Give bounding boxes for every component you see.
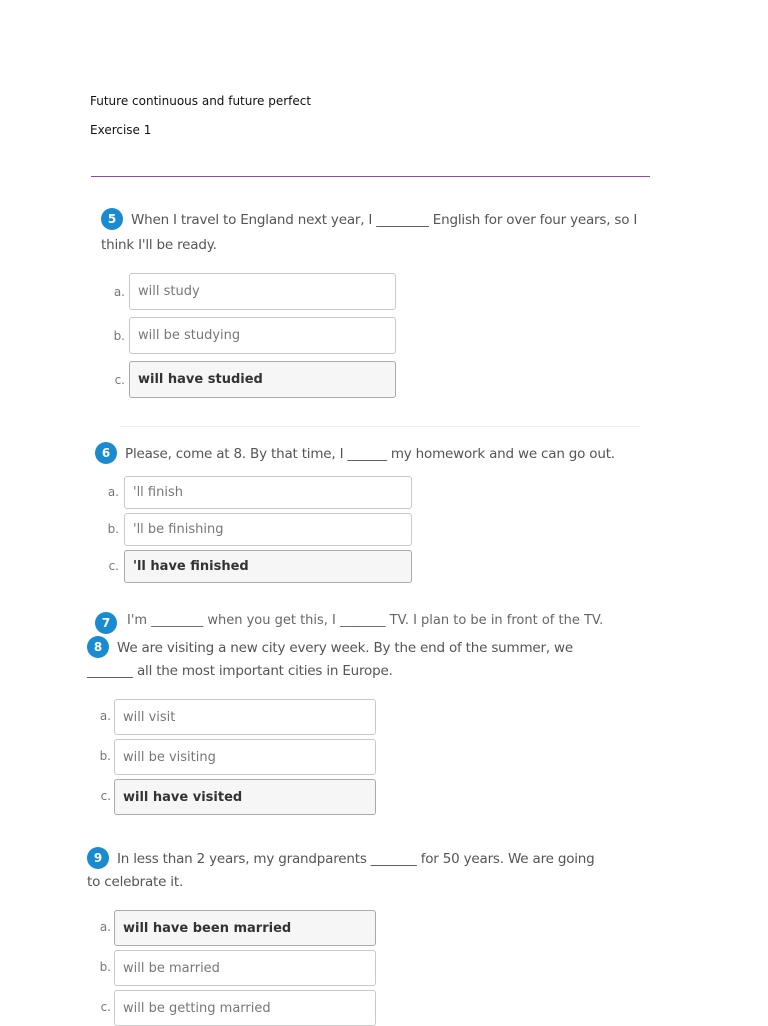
answer-option[interactable] xyxy=(95,513,655,546)
option-letter: b. xyxy=(99,749,111,763)
answer-option[interactable] xyxy=(87,739,607,775)
option-letter: c. xyxy=(114,373,125,387)
question-number-badge: 9 xyxy=(87,847,109,869)
answer-option[interactable] xyxy=(101,317,641,357)
question-prompt: Please, come at 8. By that time, I ______ my homework and we can go out. xyxy=(125,446,615,462)
option-letter: b. xyxy=(107,522,119,536)
option-box[interactable]: will be studying xyxy=(129,317,396,354)
answer-option[interactable] xyxy=(87,699,607,735)
option-box[interactable]: will be getting married xyxy=(114,990,376,1026)
option-box[interactable]: will visit xyxy=(114,699,376,735)
option-letter: c. xyxy=(108,559,119,573)
question-text xyxy=(87,847,607,894)
question-9 xyxy=(87,847,607,1026)
question-number-badge: 5 xyxy=(101,208,123,230)
option-letter: c. xyxy=(100,789,111,803)
option-box[interactable]: 'll be finishing xyxy=(124,513,412,546)
question-7-clipped xyxy=(95,612,655,630)
question-text xyxy=(101,208,641,258)
option-box[interactable]: will have visited xyxy=(114,779,376,815)
option-letter: a. xyxy=(99,709,111,723)
answer-option[interactable] xyxy=(87,950,607,986)
option-box[interactable]: will have studied xyxy=(129,361,396,398)
option-letter: a. xyxy=(113,285,125,299)
answer-option-selected[interactable] xyxy=(87,910,607,946)
exercise-heading: Exercise 1 xyxy=(90,123,152,137)
question-text xyxy=(87,636,607,683)
answer-option[interactable] xyxy=(87,990,607,1026)
section-separator xyxy=(120,426,640,427)
option-letter: a. xyxy=(99,920,111,934)
option-box[interactable]: will have been married xyxy=(114,910,376,946)
question-number-badge: 8 xyxy=(87,636,109,658)
question-prompt: When I travel to England next year, I ________ English for over four years, so I think I'll be ready. xyxy=(101,212,638,253)
question-prompt: We are visiting a new city every week. By the end of the summer, we _______ all the most important cities in Europe. xyxy=(87,640,573,679)
answer-option-selected[interactable] xyxy=(87,779,607,815)
question-number-badge: 6 xyxy=(95,442,117,464)
question-5 xyxy=(101,208,641,401)
question-text xyxy=(95,442,655,467)
document-title: Future continuous and future perfect xyxy=(90,94,312,108)
option-box[interactable]: 'll finish xyxy=(124,476,412,509)
option-letter: c. xyxy=(100,1000,111,1014)
option-box[interactable]: will study xyxy=(129,273,396,310)
question-8 xyxy=(87,636,607,815)
divider-line xyxy=(91,176,650,177)
answer-option[interactable] xyxy=(101,273,641,313)
option-letter: b. xyxy=(99,960,111,974)
option-letter: a. xyxy=(107,485,119,499)
question-prompt: In less than 2 years, my grandparents _______ for 50 years. We are going to celebrate it. xyxy=(87,851,595,890)
option-box[interactable]: 'll have finished xyxy=(124,550,412,583)
answer-option[interactable] xyxy=(95,476,655,509)
question-6 xyxy=(95,442,655,583)
question-number-badge: 7 xyxy=(95,612,117,634)
answer-option-selected[interactable] xyxy=(101,361,641,401)
question-prompt: I'm ________ when you get this, I _______ TV. I plan to be in front of the TV. xyxy=(127,613,604,628)
option-letter: b. xyxy=(113,329,125,343)
option-box[interactable]: will be visiting xyxy=(114,739,376,775)
option-box[interactable]: will be married xyxy=(114,950,376,986)
answer-option-selected[interactable] xyxy=(95,550,655,583)
